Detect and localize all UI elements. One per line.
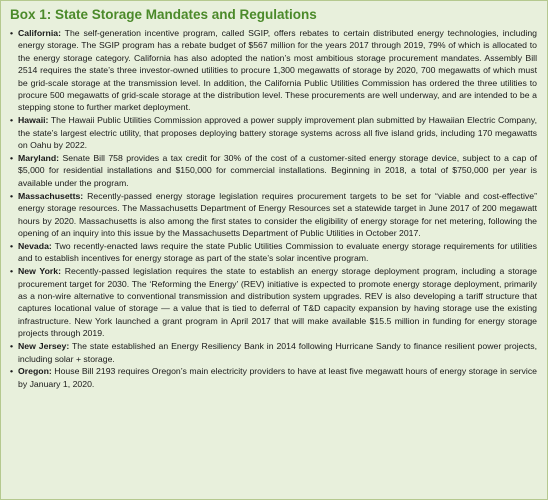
bullet-icon: •	[10, 190, 14, 201]
state-description: Recently-passed energy storage legislation requires procurement targets to be set for “viable and cost-effective” energy storage resources. The Massachusetts Department of Energy Resources set a statewide target in June 2017 of 200 megawatt hours by 2020. Massachusetts is also among the first states to consider the eligibility of energy storage for net metering, following the opening of an inquiry into this issue by the Massachusetts Department of Public Utilities in October 2017.	[18, 190, 537, 238]
state-name: Nevada:	[18, 240, 52, 251]
bullet-icon: •	[10, 266, 14, 277]
state-name: New York:	[18, 266, 61, 277]
state-description: The Hawaii Public Utilities Commission approved a power supply improvement plan submitted by Hawaiian Electric Company, the state’s largest electric utility, that proposes deploying battery storage systems across all five island grids, including 170 megawatts on Oahu by 2022.	[18, 115, 537, 151]
list-item-new-york	[10, 265, 537, 339]
bullet-icon: •	[10, 28, 14, 38]
list-item-california	[10, 27, 537, 114]
state-list	[10, 27, 537, 390]
list-item-oregon	[10, 365, 537, 390]
list-item-hawaii	[10, 114, 537, 151]
state-name: Hawaii:	[18, 115, 49, 126]
list-item-new-jersey	[10, 340, 537, 365]
state-description: The self-generation incentive program, called SGIP, offers rebates to certain distributed energy technologies, including energy storage. The SGIP program has a rebate budget of $567 million for the years 2017 through 2019, 79% of which is allocated to the energy storage category. California has also adopted the nation’s most ambitious storage procurement mandates. Assembly Bill 2514 requires the state’s three investor-owned utilities to procure 1,300 megawatts of storage by 2020, 700 megawatts of which must be grid-scale storage at the transmission level. In addition, the California Public Utilities Commission has ordered the three utilities to procure 500 megawatts of grid-scale storage at the distribution level. These procurements are well underway, and are intended to be a stepping stone to further market deployment.	[18, 28, 537, 113]
list-item-massachusetts	[10, 190, 537, 240]
bullet-icon: •	[10, 240, 14, 251]
state-name: Maryland:	[18, 153, 60, 164]
state-name: New Jersey:	[18, 341, 70, 352]
list-item-nevada	[10, 240, 537, 265]
state-name: Oregon:	[18, 366, 52, 377]
state-description: House Bill 2193 requires Oregon’s main electricity providers to have at least five megawatt hours of energy storage in service by January 1, 2020.	[18, 366, 537, 389]
bullet-icon: •	[10, 153, 14, 164]
state-description: Two recently-enacted laws require the state Public Utilities Commission to evaluate energy storage requirements for utilities and to establish incentives for energy storage as part of the state’s solar incentive program.	[18, 240, 537, 264]
bullet-icon: •	[10, 366, 14, 377]
bullet-icon: •	[10, 115, 14, 126]
state-name: California:	[18, 28, 61, 38]
state-name: Massachusetts:	[18, 190, 84, 201]
state-description: Recently-passed legislation requires the state to establish an energy storage deployment program, including a storage procurement target for 2030. The ‘Reforming the Energy’ (REV) initiative is expected to promote energy storage deployment, primarily as a non-wire alternative to conventional transmission and distribution system upgrades. REV is also developing a tariff structure that captures locational value of storage — a value that is tied to deferral of T&D capacity expansion by having storage use the existing infrastructure. New York launched a grant program in April 2017 that will make available $15.5 million in funding for energy storage projects through 2019.	[18, 266, 538, 339]
state-description: The state established an Energy Resiliency Bank in 2014 following Hurricane Sandy to finance resilient power projects, including solar + storage.	[18, 341, 537, 364]
box-title: Box 1: State Storage Mandates and Regulations	[10, 7, 317, 22]
state-description: Senate Bill 758 provides a tax credit for 30% of the cost of a customer-sited energy storage device, subject to a cap of $5,000 for residential installations and $150,000 for commercial installations. Beginning in 2018, a total of $750,000 per year is available under the program.	[18, 153, 537, 188]
bullet-icon: •	[10, 341, 14, 352]
list-item-maryland	[10, 152, 537, 189]
